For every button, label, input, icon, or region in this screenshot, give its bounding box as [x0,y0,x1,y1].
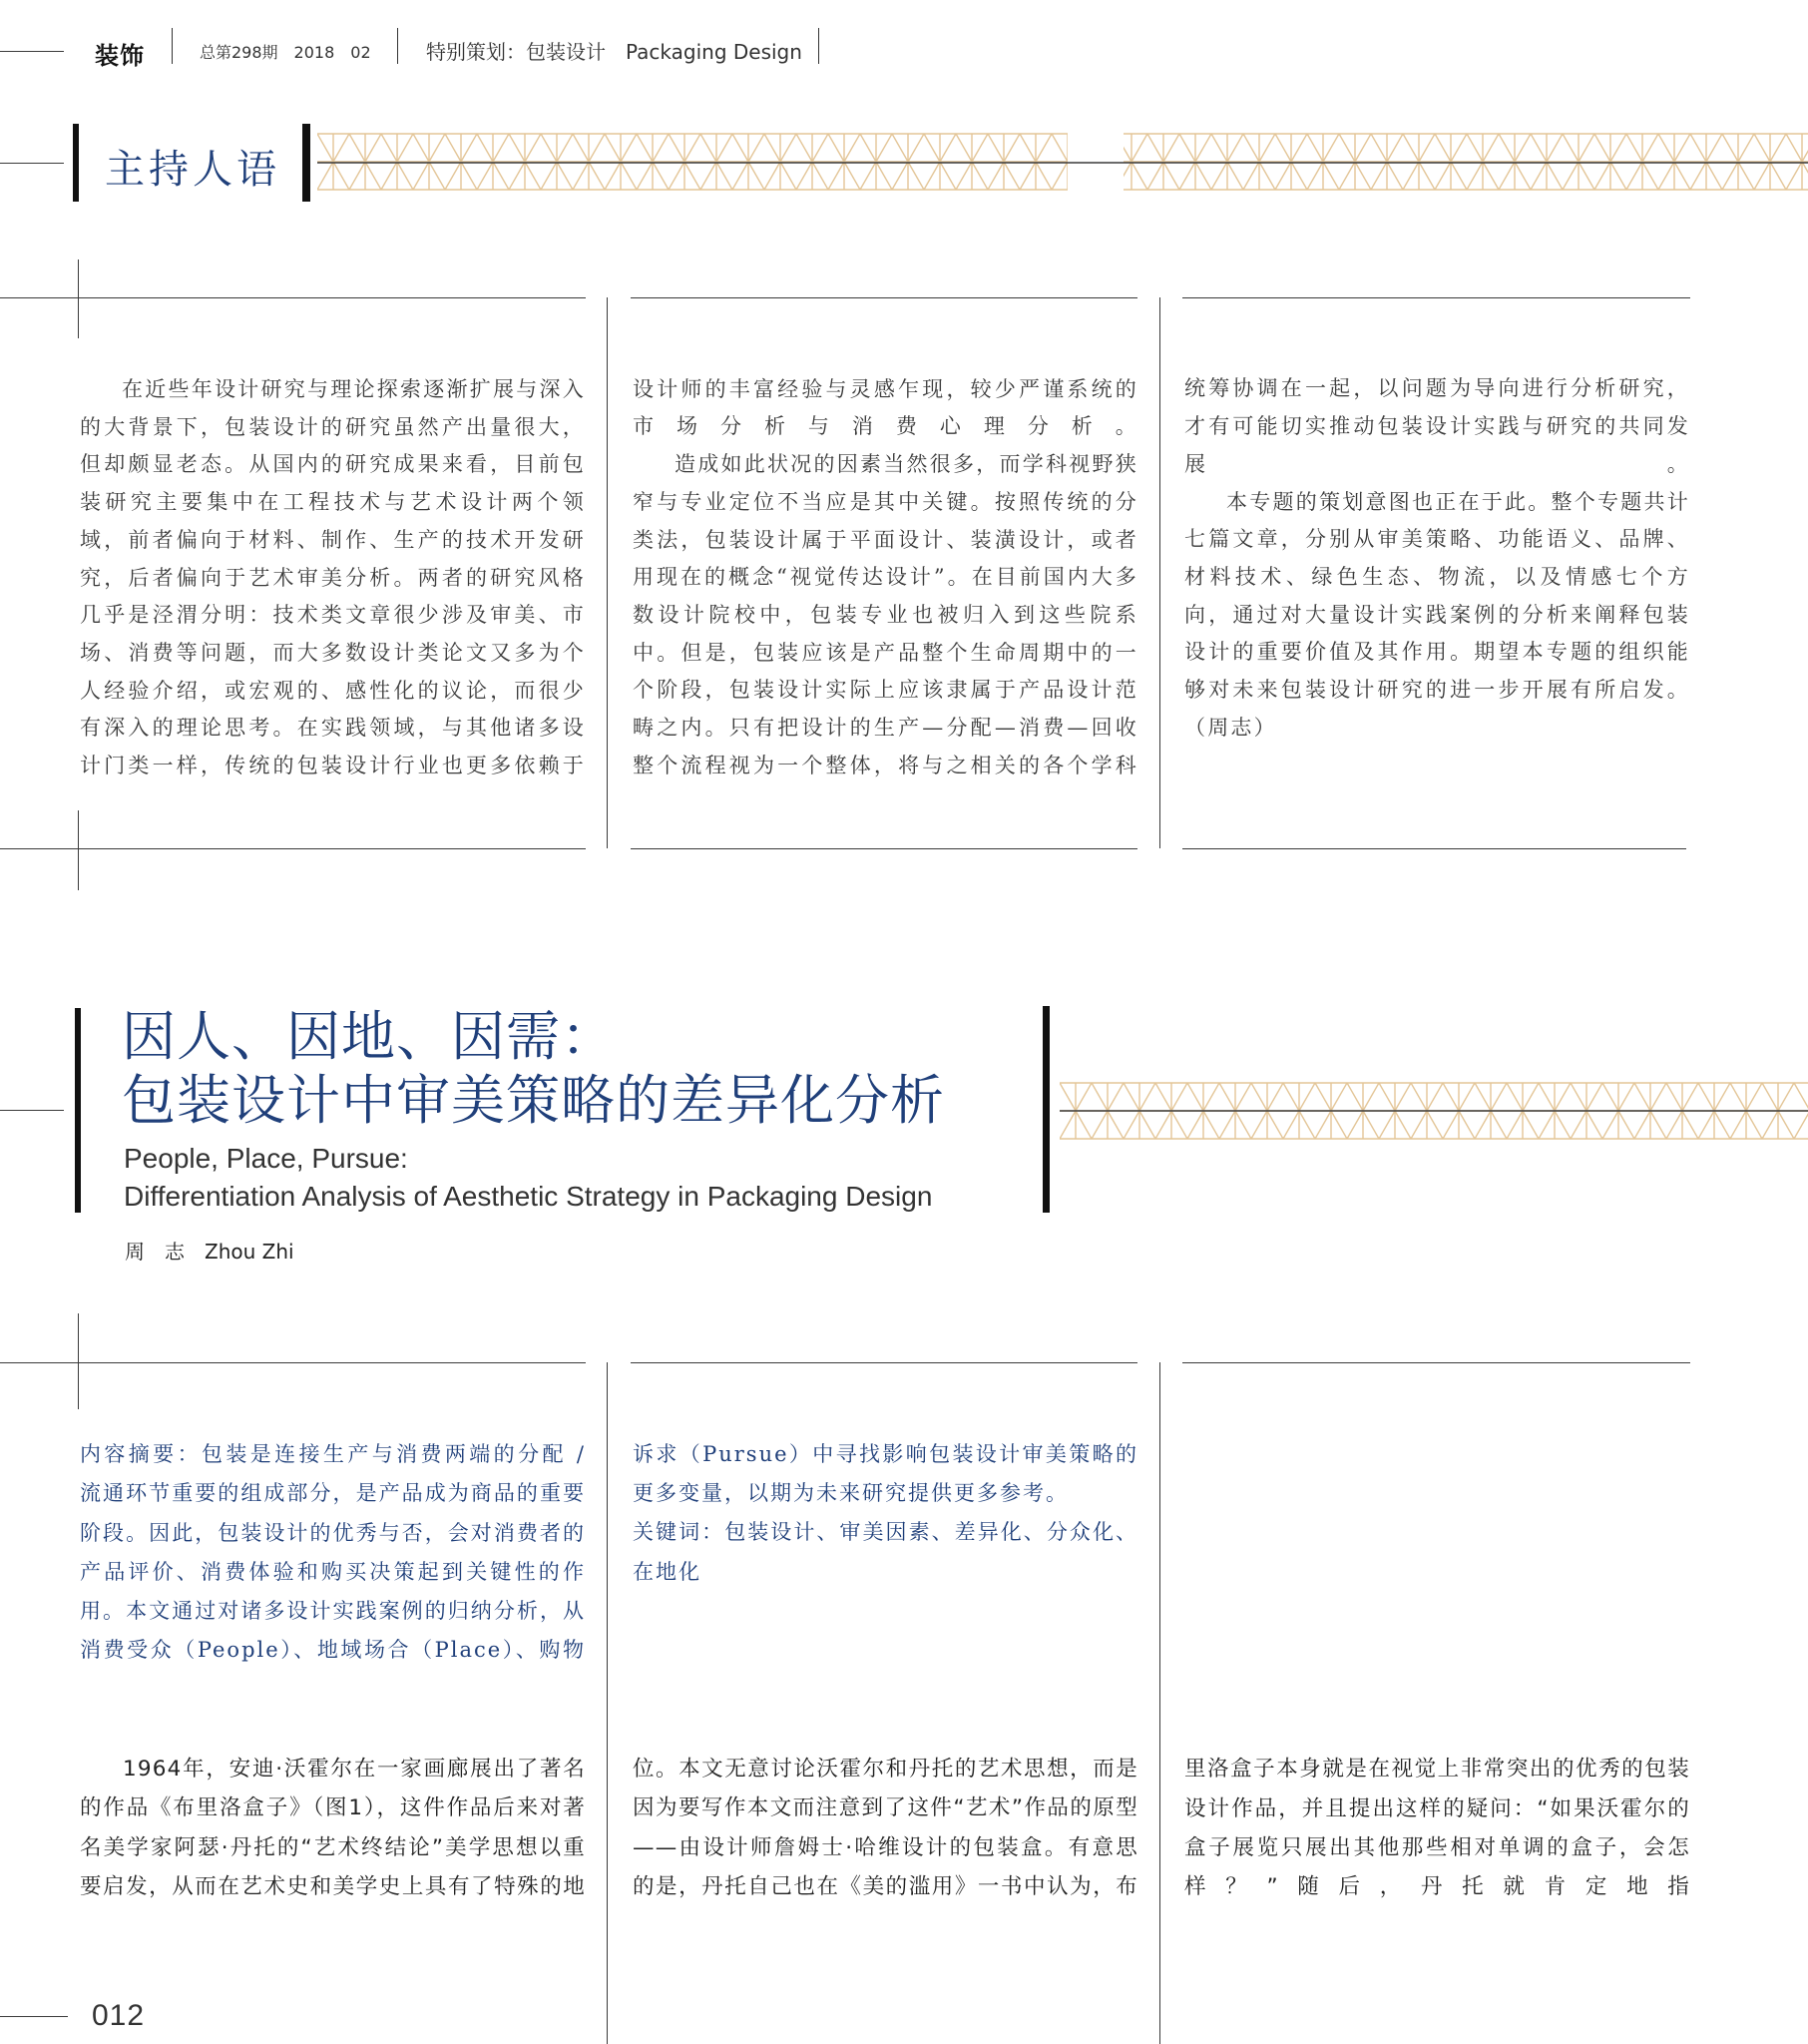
article-title-en-line2: Differentiation Analysis of Aesthetic Strategy in Packaging Design [124,1181,933,1212]
column-divider [607,297,608,848]
host-paragraph-2: 造成如此状况的因素当然很多，而学科视野狭窄与专业定位不当应是其中关键。按照传统的分类法，包装设计属于平面设计、装潢设计，或者用现在的概念“视觉传达设计”。在目前国内大多数设计院校中，包装专业也被归入到这些院系中。但是，包装应该是产品整个生命周期中的一个阶段，包装设计实际上应该隶属于产品设计范畴之内。只有把设计的生产—分配—消费—回收整个流程视为一个整体，将与之相关的各个学科 [633,452,1138,777]
keywords: 关键词：包装设计、审美因素、差异化、分众化、在地化 [633,1520,1138,1584]
header-divider [172,28,173,64]
column-divider [607,1362,608,2044]
section-rule [1182,1362,1690,1363]
section-rule [0,297,586,298]
title-bar-right [1043,1006,1050,1213]
magazine-logo: 装饰 [95,42,145,70]
host-paragraph-3: 本专题的策划意图也正在于此。整个专题共计七篇文章，分别从审美策略、功能语义、品牌、材料技术、绿色生态、物流，以及情感七个方向，通过对大量设计实践案例的分析来阐释包装设计的重要价值及其作用。期望本专题的组织能够对未来包装设计研究的进一步开展有所启发。（周志） [1184,489,1690,740]
body-paragraph-cont: 位。本文无意讨论沃霍尔和丹托的艺术思想，而是因为要写作本文而注意到了这件“艺术”作品的原型——由设计师詹姆士·哈维设计的包装盒。有意思的是，丹托自己也在《美的滥用》一书中认为，布 [633,1757,1138,1900]
crop-mark [78,259,79,338]
host-title: 主持人语 [105,147,280,193]
page-number: 012 [92,1999,146,2032]
section-rule [631,848,1137,849]
issue-info: 总第298期 2018 02 [200,43,371,62]
host-left-rule [0,163,64,164]
body-paragraph: 1964年，安迪·沃霍尔在一家画廊展出了著名的作品《布里洛盒子》（图1），这件作品后来对著名美学家阿瑟·丹托的“艺术终结论”美学思想以重要启发，从而在艺术史和美学史上具有了特殊的地 [80,1757,586,1899]
section-rule [1182,848,1686,849]
host-column-2 [633,371,1138,785]
host-paragraph-2-cont: 统筹协调在一起，以问题为导向进行分析研究，才有可能切实推动包装设计实践与研究的共同发展。 [1184,376,1690,476]
header-divider [818,28,819,64]
article-title-en-line1: People, Place, Pursue: [124,1143,408,1174]
header-left-rule [0,51,64,52]
column-divider [1159,297,1160,848]
body-column-1 [80,1750,586,1906]
title-left-rule [0,1110,64,1111]
article-title-cn-line1: 因人、因地、因需： [122,1005,616,1068]
abstract-text: 内容摘要：包装是连接生产与消费两端的分配 / 流通环节重要的组成部分，是产品成为商品的重要阶段。因此，包装设计的优秀与否，会对消费者的产品评价、消费体验和购买决策起到关键性的作用。本文通过对诸多设计实践案例的归纳分析，从消费受众（People）、地域场合（Place）、购物 [80,1442,586,1663]
abstract-column-2 [633,1435,1138,1635]
host-title-bar-left [73,124,79,202]
body-column-3 [1184,1750,1690,1906]
crop-mark [78,810,79,890]
section-rule [0,848,586,849]
host-column-3 [1184,371,1690,785]
author: 周 志 Zhou Zhi [125,1240,294,1264]
footer-rule [0,2016,68,2017]
header-divider [397,28,398,64]
host-title-bar-right [302,124,310,202]
body-column-2 [633,1750,1138,1906]
section-rule [1182,297,1690,298]
body-paragraph-cont2: 里洛盒子本身就是在视觉上非常突出的优秀的包装设计作品，并且提出这样的疑问：“如果沃霍尔的盒子展览只展出其他那些相对单调的盒子，会怎样？”随后，丹托就肯定地指 [1184,1757,1690,1900]
title-bar-left [75,1008,81,1213]
decorative-lattice-band [1060,1078,1808,1144]
abstract-text-cont: 诉求（Pursue）中寻找影响包装设计审美策略的更多变量，以期为未来研究提供更多参考。 [633,1441,1138,1506]
crop-mark [78,1313,79,1409]
section-title: 特别策划：包装设计 Packaging Design [426,40,802,64]
abstract-column-1 [80,1435,586,1671]
host-paragraph-1: 在近些年设计研究与理论探索逐渐扩展与深入的大背景下，包装设计的研究虽然产出量很大，但却颇显老态。从国内的研究成果来看，目前包装研究主要集中在工程技术与艺术设计两个领域，前者偏向于材料、制作、生产的技术开发研究，后者偏向于艺术审美分析。两者的研究风格几乎是泾渭分明：技术类文章很少涉及审美、市场、消费等问题，而大多数设计类论文又多为个人经验介绍，或宏观的、感性化的议论，而很少有深入的理论思考。在实践领域，与其他诸多设计门类一样，传统的包装设计行业也更多依赖于 [80,377,586,778]
section-rule [631,297,1137,298]
column-divider [1159,1362,1160,2044]
article-title-cn-line2: 包装设计中审美策略的差异化分析 [122,1069,945,1132]
section-rule [631,1362,1137,1363]
host-paragraph-1-cont: 设计师的丰富经验与灵感乍现，较少严谨系统的市场分析与消费心理分析。 [633,376,1138,439]
section-rule [0,1362,586,1363]
host-column-1 [80,371,586,785]
decorative-lattice-band [317,129,1808,195]
